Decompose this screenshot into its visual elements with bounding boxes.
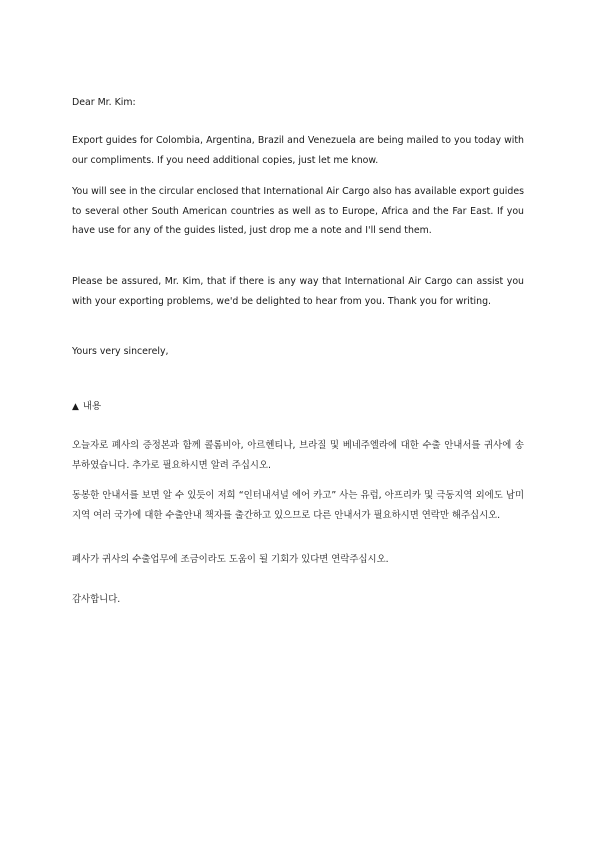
translation-heading bbox=[72, 397, 101, 418]
triangle-marker-icon: ▲ bbox=[72, 402, 79, 412]
translation-paragraph-1: 오늘자로 폐사의 증정본과 함께 콜롬비아, 아르헨티나, 브라질 및 베네주엘라에 대한 수출 안내서를 귀사에 송부하였습니다. 추가로 필요하시면 알려 주십시오. bbox=[72, 440, 524, 471]
translation-paragraph-4: 감사합니다. bbox=[72, 594, 121, 605]
letter-paragraph-2: You will see in the circular enclosed that International Air Cargo also has available export guides to several other South American countries as well as to Europe, Africa and the Far East. If you have use for any of the guides listed, just drop me a note and I'll send them. bbox=[72, 186, 524, 236]
letter-paragraph-1: Export guides for Colombia, Argentina, Brazil and Venezuela are being mailed to you today with our compliments. If you need additional copies, just let me know. bbox=[72, 135, 524, 166]
translation-paragraph-3: 폐사가 귀사의 수출업무에 조금이라도 도움이 될 기회가 있다면 연락주십시오. bbox=[72, 554, 389, 565]
translation-paragraph-2: 동봉한 안내서를 보면 알 수 있듯이 저희 “인터내셔널 에어 카고” 사는 유럽, 아프리카 및 극동지역 외에도 남미지역 여러 국가에 대한 수출안내 책자를 출간하고 있으므로 다른 안내서가 필요하시면 연락만 해주십시오. bbox=[72, 490, 524, 521]
letter-closing: Yours very sincerely, bbox=[72, 346, 169, 357]
letter-paragraph-3: Please be assured, Mr. Kim, that if there is any way that International Air Cargo can assist you with your exporting problems, we'd be delighted to hear from you. Thank you for writing. bbox=[72, 276, 524, 307]
translation-heading-label: 내용 bbox=[82, 401, 102, 412]
letter-greeting: Dear Mr. Kim: bbox=[72, 97, 136, 108]
